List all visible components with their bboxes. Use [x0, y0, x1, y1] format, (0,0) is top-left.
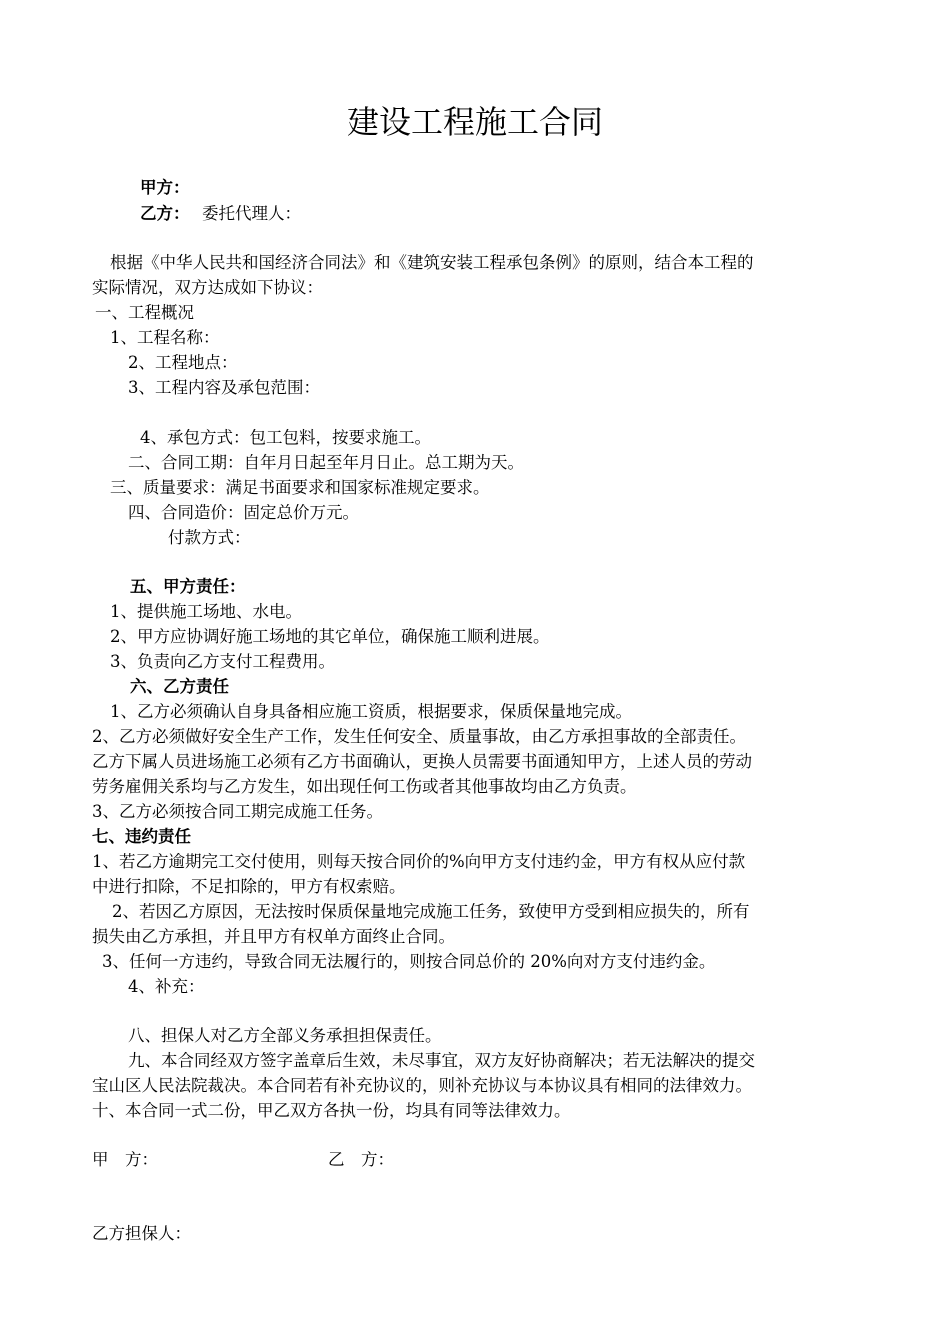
section-7-item-3: 3、任何一方违约，导致合同无法履行的，则按合同总价的 20%向对方支付违约金。 [102, 952, 716, 971]
section-1-heading: 一、工程概况 [95, 303, 194, 322]
section-7-item-4: 4、补充： [128, 977, 205, 996]
section-7-item-2-line-2: 损失由乙方承担，并且甲方有权单方面终止合同。 [92, 927, 455, 946]
section-9-line-1: 九、本合同经双方签字盖章后生效，未尽事宜，双方友好协商解决；若无法解决的提交 [128, 1051, 755, 1070]
section-7-item-2-line-1: 2、若因乙方原因，无法按时保质保量地完成施工任务，致使甲方受到相应损失的，所有 [112, 902, 750, 921]
section-6-item-2-line-1: 2、乙方必须做好安全生产工作，发生任何安全、质量事故，由乙方承担事故的全部责任。 [92, 727, 746, 746]
section-5-item-2: 2、甲方应协调好施工场地的其它单位，确保施工顺利进展。 [110, 627, 550, 646]
section-7-item-1-line-1: 1、若乙方逾期完工交付使用，则每天按合同价的%向甲方支付违约金，甲方有权从应付款 [92, 852, 746, 871]
section-6-item-3: 3、乙方必须按合同工期完成施工任务。 [92, 802, 383, 821]
section-5-heading: 五、甲方责任： [130, 577, 246, 596]
section-5-item-3: 3、负责向乙方支付工程费用。 [110, 652, 335, 671]
agent-label: 委托代理人： [202, 204, 301, 223]
section-9-line-2: 宝山区人民法院裁决。本合同若有补充协议的，则补充协议与本协议具有相同的法律效力。 [92, 1076, 752, 1095]
section-1-item-4: 4、承包方式：包工包料，按要求施工。 [140, 428, 431, 447]
section-1-item-2: 2、工程地点： [128, 353, 238, 372]
preamble-line-2: 实际情况，双方达成如下协议： [92, 278, 323, 297]
party-a-label: 甲方： [140, 178, 190, 197]
party-b-label: 乙方： [140, 204, 190, 223]
section-2: 二、合同工期：自年月日起至年月日止。总工期为天。 [128, 453, 524, 472]
section-8: 八、担保人对乙方全部义务承担担保责任。 [128, 1026, 442, 1045]
section-1-item-1: 1、工程名称： [110, 328, 220, 347]
section-3: 三、质量要求：满足书面要求和国家标准规定要求。 [110, 478, 490, 497]
section-5-item-1: 1、提供施工场地、水电。 [110, 602, 302, 621]
section-6-heading: 六、乙方责任 [130, 677, 229, 696]
section-6-item-2-line-2: 乙方下属人员进场施工必须有乙方书面确认，更换人员需要书面通知甲方，上述人员的劳动 [92, 752, 752, 771]
section-7-item-1-line-2: 中进行扣除，不足扣除的，甲方有权索赔。 [92, 877, 406, 896]
signature-party-b: 乙 方： [328, 1150, 394, 1169]
page-title: 建设工程施工合同 [346, 103, 603, 141]
guarantor-label: 乙方担保人： [92, 1224, 191, 1243]
section-7-heading: 七、违约责任 [92, 827, 191, 846]
section-10: 十、本合同一式二份，甲乙双方各执一份，均具有同等法律效力。 [92, 1101, 571, 1120]
section-6-item-2-line-3: 劳务雇佣关系均与乙方发生，如出现任何工伤或者其他事故均由乙方负责。 [92, 777, 637, 796]
preamble-line-1: 根据《中华人民共和国经济合同法》和《建筑安装工程承包条例》的原则，结合本工程的 [110, 253, 754, 272]
section-4-payment: 付款方式： [168, 528, 251, 547]
section-1-item-3: 3、工程内容及承包范围： [128, 378, 320, 397]
section-6-item-1: 1、乙方必须确认自身具备相应施工资质，根据要求，保质保量地完成。 [110, 702, 632, 721]
signature-party-a: 甲 方： [92, 1150, 158, 1169]
section-4: 四、合同造价：固定总价万元。 [128, 503, 359, 522]
